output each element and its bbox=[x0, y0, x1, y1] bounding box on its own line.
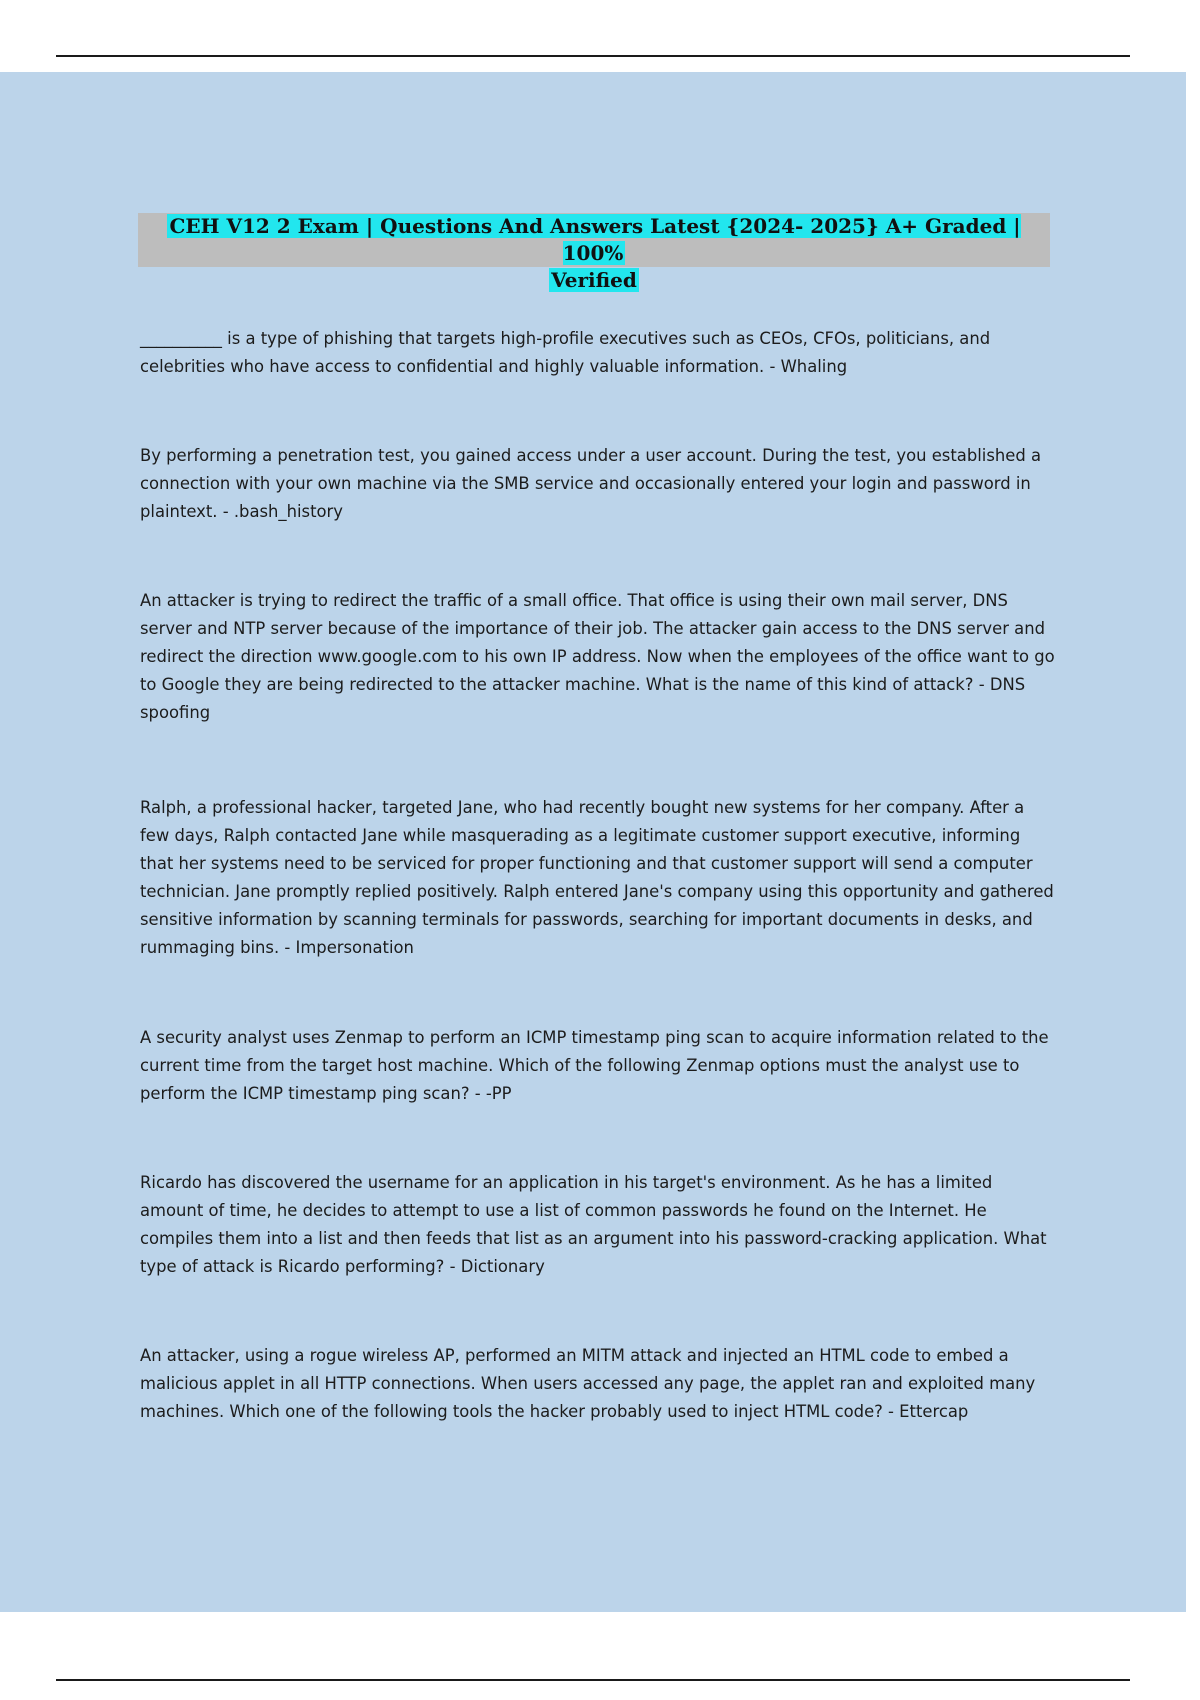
qa-item-2: By performing a penetration test, you gained access under a user account. During the test, you established a connection with your own machine via the SMB service and occasionally entered your login and password in plaintext. - .bash_history bbox=[140, 446, 1041, 521]
title-line-1: CEH V12 2 Exam | Questions And Answers Latest {2024- 2025} A+ Graded | 100% bbox=[169, 214, 1021, 265]
qa-item-5: A security analyst uses Zenmap to perform an ICMP timestamp ping scan to acquire information related to the current time from the target host machine. Which of the following Zenmap options must the analyst use to perform the ICMP timestamp ping scan? - -PP bbox=[140, 1028, 1049, 1103]
qa-item-3: An attacker is trying to redirect the traffic of a small office. That office is using their own mail server, DNS server and NTP server because of the importance of their job. The attacker gain access to the DNS server and redirect the direction www.google.com to his own IP address. Now when the employees of the office want to go to Google they are being redirected to the attacker machine. What is the name of this kind of attack? - DNS spoofing bbox=[140, 591, 1055, 722]
qa-item-4: Ralph, a professional hacker, targeted Jane, who had recently bought new systems for her company. After a few days, Ralph contacted Jane while masquerading as a legitimate customer support executive, informing that her systems need to be serviced for proper functioning and that customer support will send a computer technician. Jane promptly replied positively. Ralph entered Jane's company using this opportunity and gathered sensitive information by scanning terminals for passwords, searching for important documents in desks, and rummaging bins. - Impersonation bbox=[140, 798, 1054, 957]
header-rule bbox=[56, 55, 1130, 57]
qa-item-7: An attacker, using a rogue wireless AP, performed an MITM attack and injected an HTML code to embed a malicious applet in all HTTP connections. When users accessed any page, the applet ran and exploited many machines. Which one of the following tools the hacker probably used to inject HTML code? - Ettercap bbox=[140, 1346, 1036, 1421]
qa-item-1: __________ is a type of phishing that targets high-profile executives such as CEOs, CFOs, politicians, and celebrities who have access to confidential and highly valuable information. - Whaling bbox=[140, 329, 991, 376]
footer-rule bbox=[56, 1679, 1130, 1681]
title-line-2: Verified bbox=[551, 268, 637, 292]
document-title bbox=[138, 213, 1050, 292]
qa-item-6: Ricardo has discovered the username for an application in his target's environment. As he has a limited amount of time, he decides to attempt to use a list of common passwords he found on the Internet. He compiles them into a list and then feeds that list as an argument into his password-cracking application. What type of attack is Ricardo performing? - Dictionary bbox=[140, 1173, 1047, 1276]
